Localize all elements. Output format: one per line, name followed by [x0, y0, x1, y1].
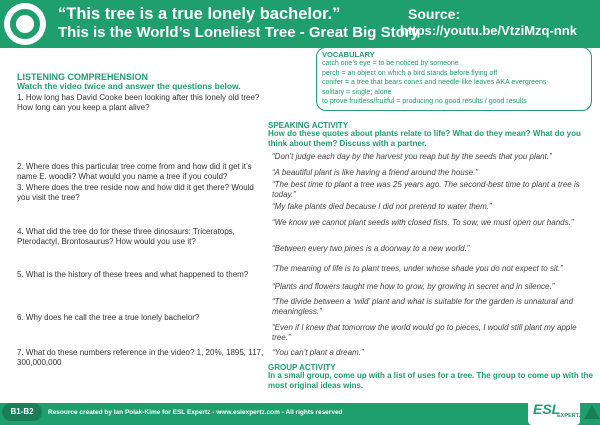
quote-item: “A beautiful plant is like having a friend around the house.” — [272, 168, 479, 177]
quote-item: “Plants and flowers taught me how to grow, by growing in secret and in silence.” — [272, 282, 555, 291]
quote-item: “The meaning of life is to plant trees, under whose shade you do not expect to sit.” — [272, 264, 563, 273]
question-item: 3. Where does the tree reside now and how did it get there? Would you visit the tree? — [17, 183, 254, 202]
group-activity-text: In a small group, come up with a list of uses for a tree. The group to come up with the most original ideas wins. — [268, 371, 593, 390]
listening-title: LISTENING COMPREHENSION — [17, 72, 149, 82]
corner-triangle-icon — [584, 405, 600, 419]
vocabulary-item: perch = an object on which a bird stands before flying off — [322, 69, 498, 77]
logo-icon — [4, 3, 46, 45]
group-activity-title: GROUP ACTIVITY — [268, 363, 336, 372]
vocabulary-item: catch one’s eye = to be noticed by someone — [322, 60, 459, 67]
question-item: 5. What is the history of these trees and what happened to them? — [17, 270, 249, 279]
speaking-intro: How do these quotes about plants relate to life? What do they mean? What do you think about them? Discuss with a partner. — [268, 129, 581, 148]
vocabulary-item: conifer = a tree that bears cones and needle-like leaves AKA evergreens — [322, 79, 547, 87]
page-subtitle: This is the World’s Loneliest Tree - Great Big Story — [58, 24, 419, 41]
question-item: 6. Why does he call the tree a true lonely bachelor? — [17, 313, 200, 322]
vocabulary-item: to prove fruitless/fruitful = producing no good results / good results — [322, 98, 527, 106]
quote-item: “We know we cannot plant seeds with closed fists. To sow, we must open our hands.” — [272, 218, 574, 227]
speaking-title: SPEAKING ACTIVITY — [268, 121, 349, 130]
quote-item: “The divide between a ‘wild’ plant and what is suitable for the garden is unnatural and meaningless.” — [272, 297, 574, 316]
quote-item: “Don’t judge each day by the harvest you reap but by the seeds that you plant.” — [272, 152, 552, 161]
vocabulary-title: VOCABULARY — [322, 50, 375, 59]
page-title: “This tree is a true lonely bachelor.” — [58, 5, 341, 23]
question-item: 1. How long has David Cooke been looking after this lonely old tree? How long can you keep a plant alive? — [17, 93, 260, 112]
quote-item: “Even if I knew that tomorrow the world would go to pieces, I would still plant my apple tree.” — [272, 323, 577, 342]
question-item: 2. Where does this particular tree come from and how did it get it’s name E. woodii? What would you name a tree if you could? — [17, 162, 252, 181]
source-label: Source: — [408, 6, 461, 22]
vocabulary-item: solitary = single; alone — [322, 88, 392, 96]
brand-logo-text: ESL — [533, 401, 561, 417]
quote-item: “Between every two pines is a doorway to a new world.” — [272, 244, 470, 253]
footer-credit: Resource created by Ian Polak-Kime for ESL Expertz - www.eslexpertz.com - All rights reserved — [48, 409, 343, 416]
vocabulary-box — [316, 47, 592, 111]
listening-instructions: Watch the video twice and answer the questions below. — [17, 81, 241, 91]
level-badge: B1-B2 — [2, 403, 42, 421]
question-item: 7. What do these numbers reference in the video? 1, 20%, 1895, 117, 300,000,000 — [17, 348, 264, 367]
question-item: 4. What did the tree do for these three dinosaurs: Triceratops, Pterodactyl, Brontosaurus? How would you use it? — [17, 227, 235, 246]
quote-item: “The best time to plant a tree was 25 years ago. The second-best time to plant a tree is today.” — [272, 180, 580, 199]
quote-item: “You can’t plant a dream.” — [272, 348, 364, 357]
source-link[interactable]: https://youtu.be/VtziMzq-nnk — [400, 23, 577, 38]
brand-logo-subtext: EXPERTZ — [557, 413, 583, 419]
quote-item: “My fake plants died because I did not pretend to water them.” — [272, 202, 492, 211]
